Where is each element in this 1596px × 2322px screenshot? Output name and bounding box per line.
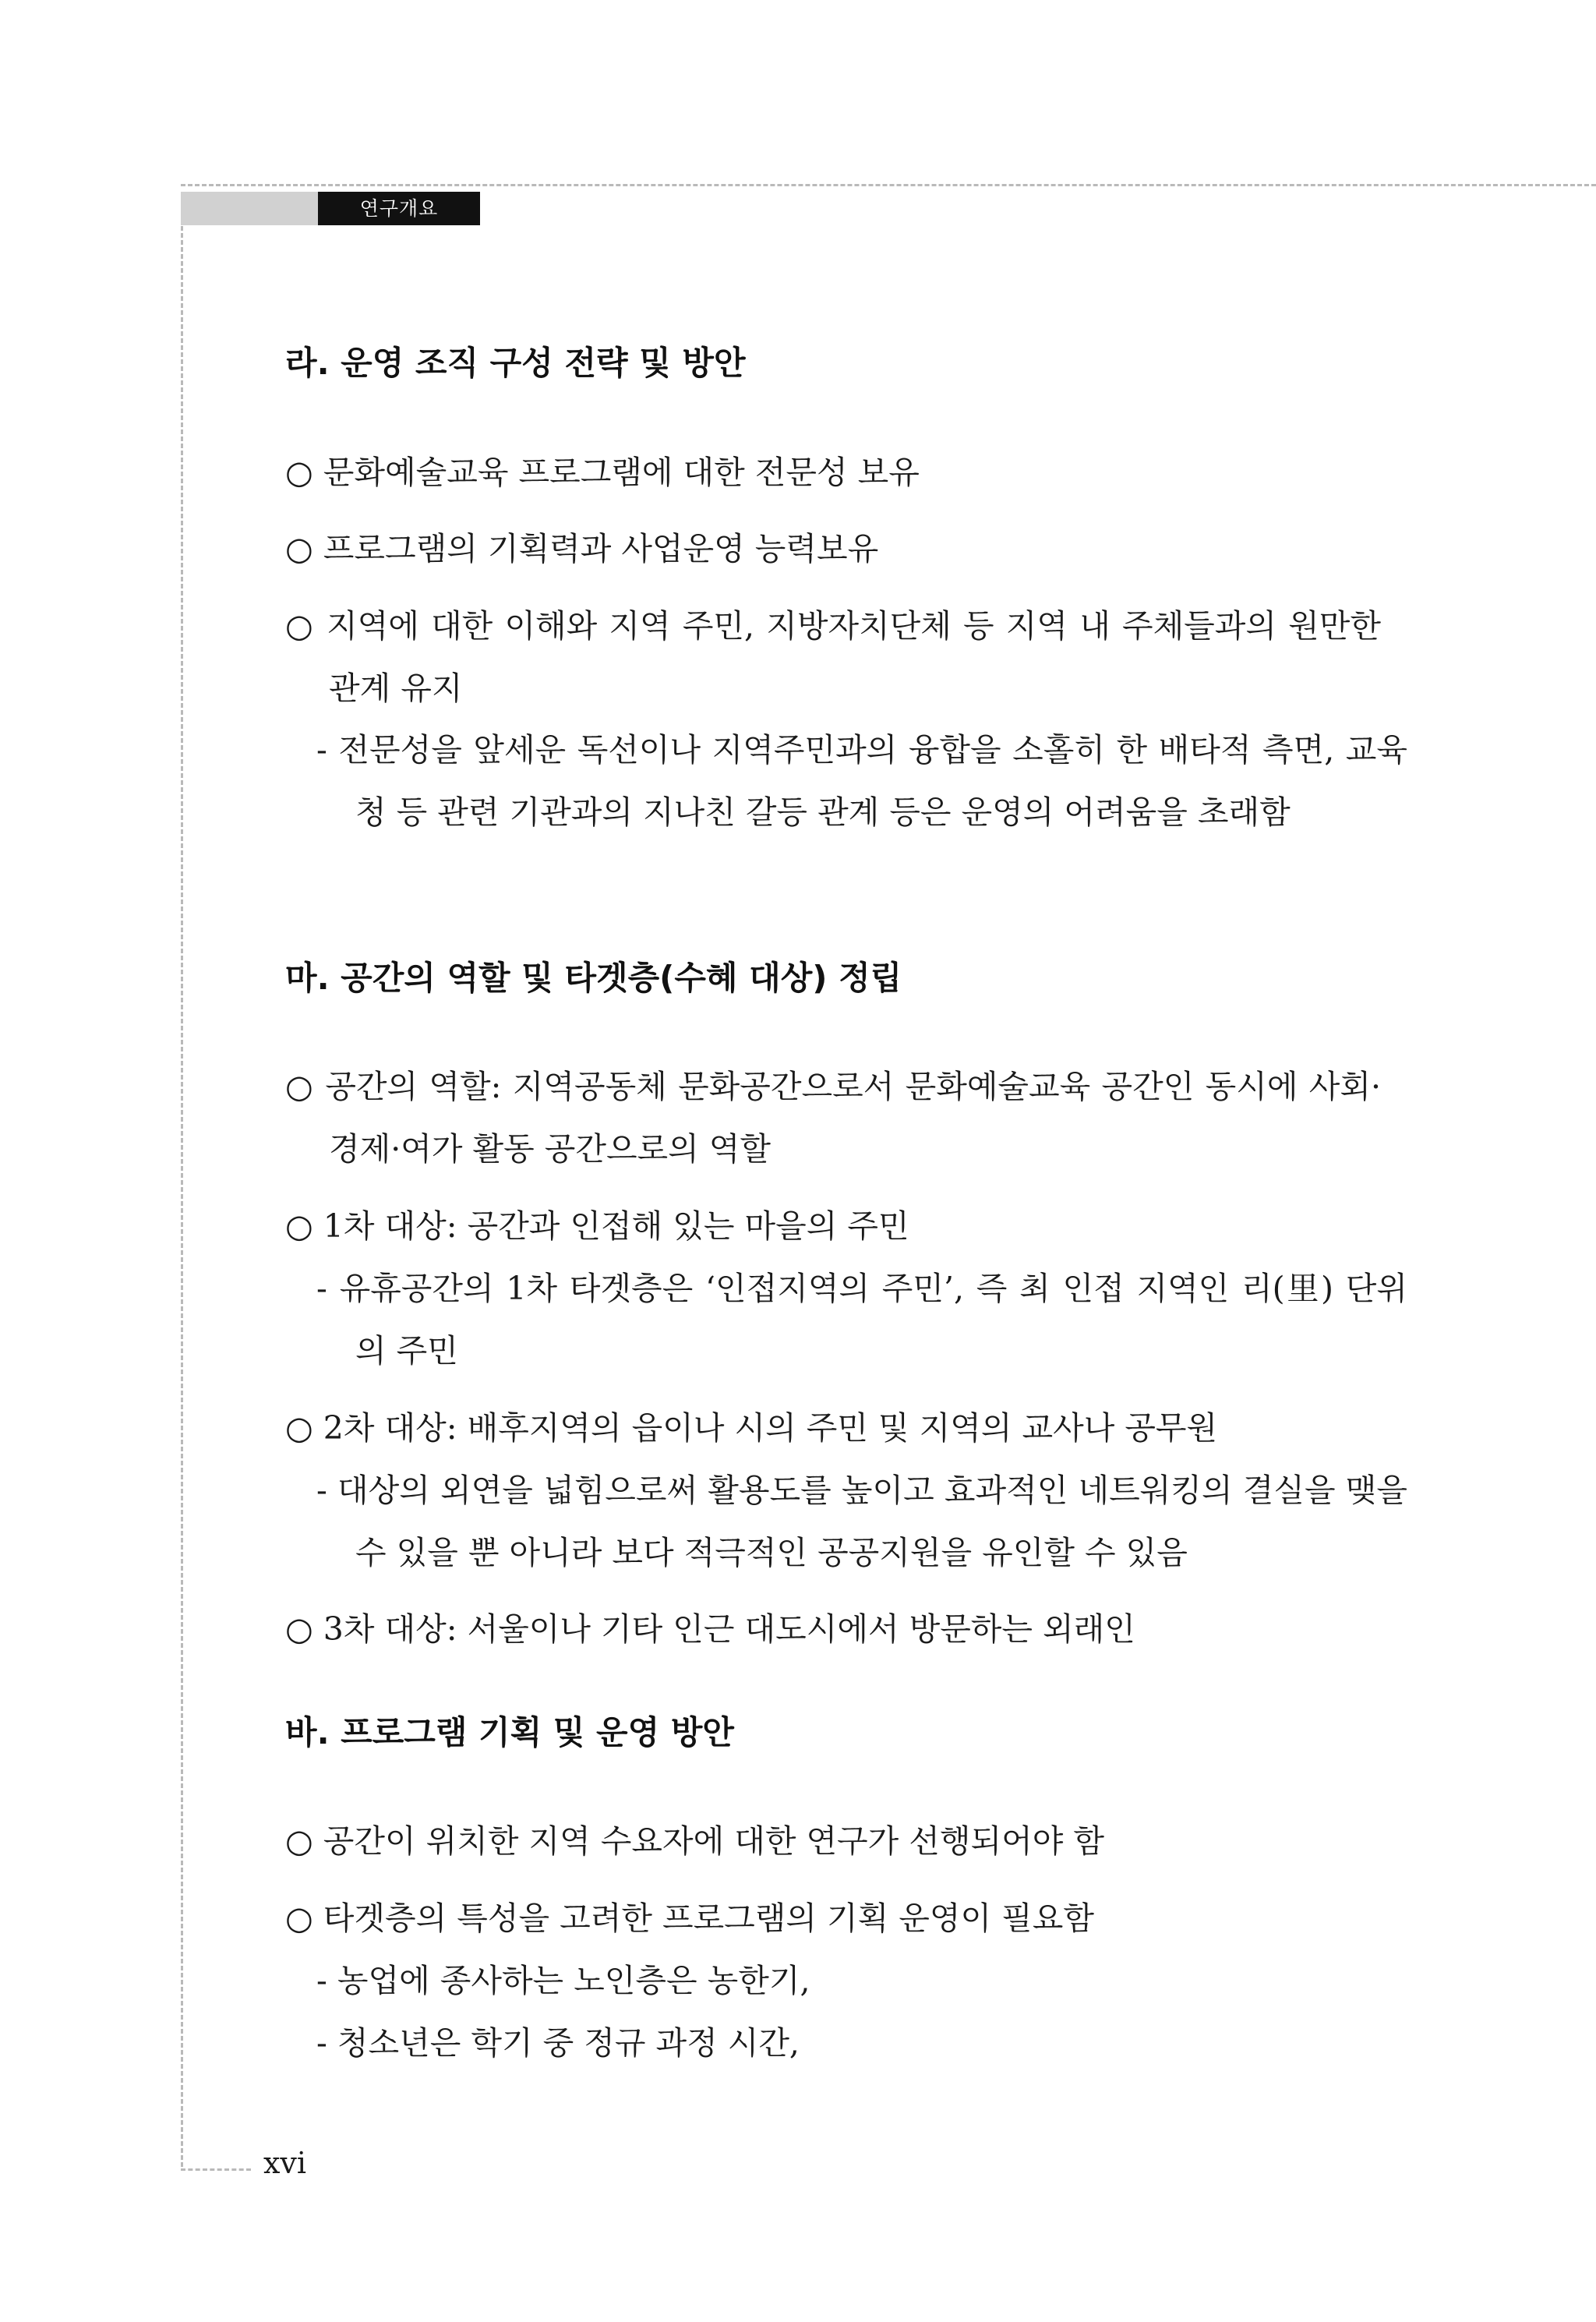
header-grey-bar [181,192,318,225]
dash-item: - 농업에 종사하는 노인층은 농한기, [316,1962,810,1999]
bullet-item: ○ 타겟층의 특성을 고려한 프로그램의 기획 운영이 필요함 [285,1900,1094,1937]
section-heading: 바. 프로그램 기획 및 운영 방안 [285,1713,734,1751]
dash-item: - 청소년은 학기 중 정규 과정 시간, [316,2024,800,2062]
bullet-item: ○ 공간의 역할: 지역공동체 문화공간으로서 문화예술교육 공간인 동시에 사회·경제·여가 활동 공간으로의 역할 [285,1068,1381,1168]
section-heading: 마. 공간의 역할 및 타겟층(수혜 대상) 정립 [285,959,902,997]
bullet-item: ○ 1차 대상: 공간과 인접해 있는 마을의 주민 [285,1207,909,1245]
bullet-item: ○ 지역에 대한 이해와 지역 주민, 지방자치단체 등 지역 내 주체들과의 원만한 관계 유지 [285,607,1381,707]
page-frame-top-border [181,184,1596,186]
bullet-item: ○ 2차 대상: 배후지역의 읍이나 시의 주민 및 지역의 교사나 공무원 [285,1409,1218,1447]
bullet-item: ○ 문화예술교육 프로그램에 대한 전문성 보유 [285,454,920,491]
dash-item: - 유휴공간의 1차 타겟층은 ‘인접지역의 주민’, 즉 최 인접 지역인 리(里) 단위의 주민 [316,1270,1407,1370]
dash-item: - 대상의 외연을 넓힘으로써 활용도를 높이고 효과적인 네트워킹의 결실을 맺을 수 있을 뿐 아니라 보다 적극적인 공공지원을 유인할 수 있음 [316,1472,1407,1571]
page-frame-left-border [181,226,183,2167]
section-label-tab: 연구개요 [318,192,480,225]
bullet-item: ○ 프로그램의 기획력과 사업운영 능력보유 [285,530,879,567]
bullet-item: ○ 3차 대상: 서울이나 기타 인근 대도시에서 방문하는 외래인 [285,1610,1135,1648]
section-heading: 라. 운영 조직 구성 전략 및 방안 [285,344,746,382]
dash-item: - 전문성을 앞세운 독선이나 지역주민과의 융합을 소홀히 한 배타적 측면, 교육청 등 관련 기관과의 지나친 갈등 관계 등은 운영의 어려움을 초래함 [316,731,1407,831]
page-number: xvi [263,2146,307,2180]
bullet-item: ○ 공간이 위치한 지역 수요자에 대한 연구가 선행되어야 함 [285,1822,1104,1860]
page-frame-bottom-border [181,2168,251,2171]
